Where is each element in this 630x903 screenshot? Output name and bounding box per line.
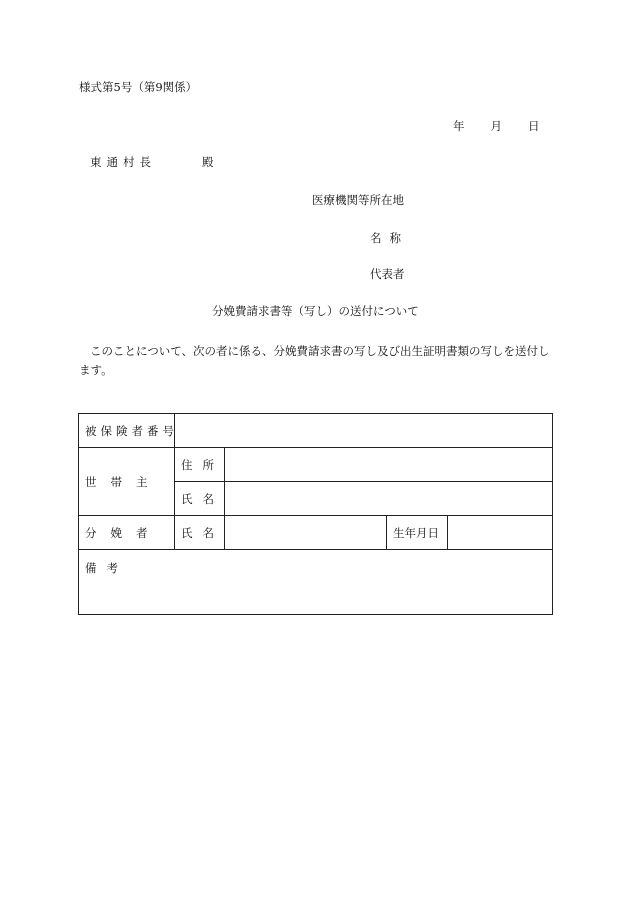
household-head-address-row	[79, 448, 553, 482]
institution-representative-label: 代表者	[370, 267, 405, 281]
date-line	[453, 121, 540, 133]
birthdate-field[interactable]	[448, 516, 553, 550]
form-number: 様式第5号（第9関係）	[79, 80, 198, 94]
mother-name-field[interactable]	[225, 516, 387, 550]
birthdate-label: 生年月日	[387, 516, 448, 550]
addressee: 東通村長	[90, 155, 156, 169]
institution-address-label: 医療機関等所在地	[312, 193, 404, 207]
date-year-label: 年	[453, 119, 465, 133]
body-text: このことについて、次の者に係る、分娩費請求書の写し及び出生証明書類の写しを送付します。	[79, 344, 550, 377]
household-address-label: 住所	[175, 448, 225, 482]
honorific: 殿	[202, 155, 214, 169]
document-subject: 分娩費請求書等（写し）の送付について	[212, 304, 419, 318]
remarks-row	[79, 550, 553, 615]
date-day-label: 日	[528, 119, 540, 133]
remarks-label[interactable]: 備考	[79, 550, 553, 615]
info-table	[78, 413, 553, 615]
household-address-field[interactable]	[225, 448, 553, 482]
household-head-label: 世帯主	[79, 448, 175, 516]
insured-number-label: 被保険者番号	[79, 414, 175, 448]
insured-number-row	[79, 414, 553, 448]
mother-label: 分娩者	[79, 516, 175, 550]
mother-name-label: 氏名	[175, 516, 225, 550]
household-name-field[interactable]	[225, 482, 553, 516]
insured-number-field[interactable]	[175, 414, 553, 448]
mother-row	[79, 516, 553, 550]
date-month-label: 月	[490, 119, 502, 133]
household-name-label: 氏名	[175, 482, 225, 516]
institution-name-label: 名称	[370, 231, 409, 245]
